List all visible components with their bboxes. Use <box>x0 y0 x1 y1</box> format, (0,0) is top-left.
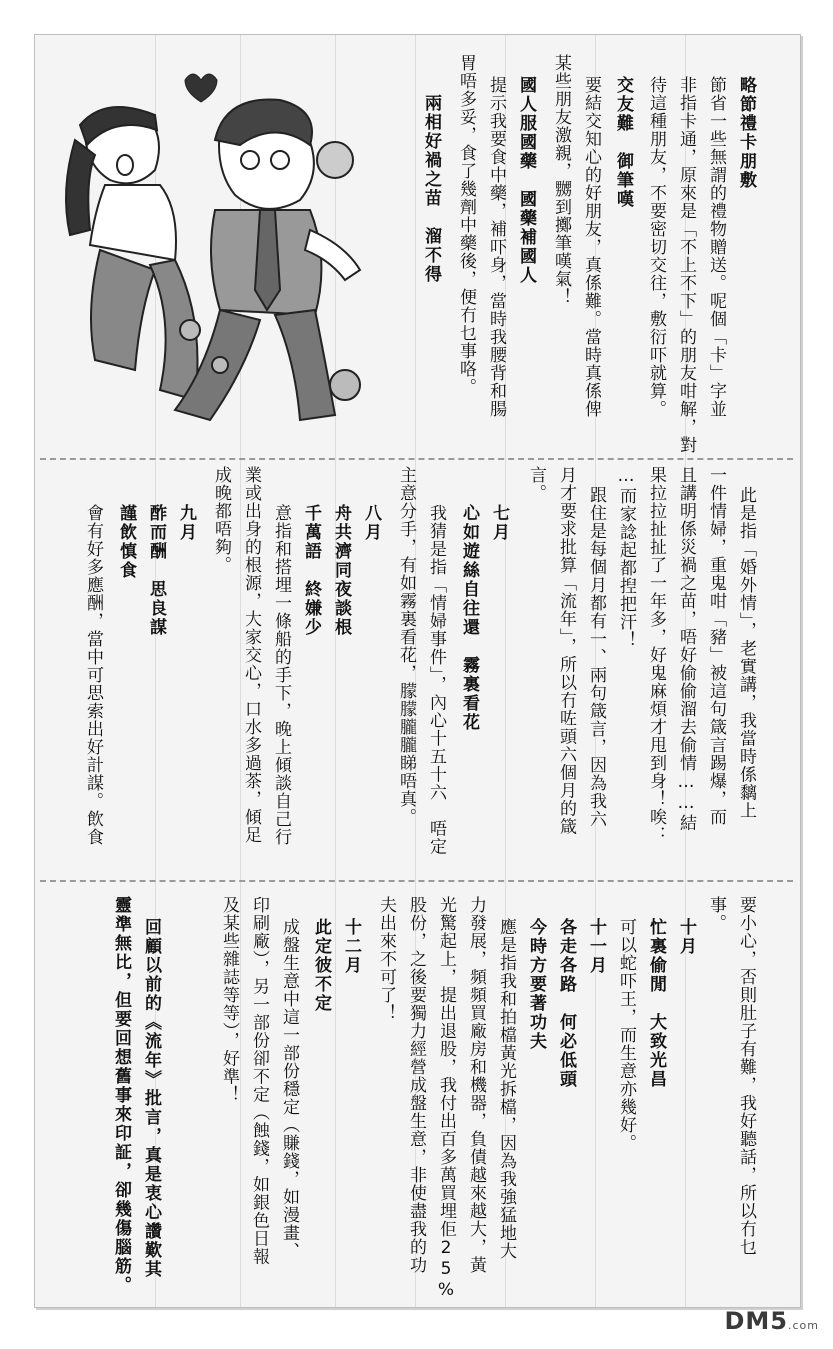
text-column: 一件情婦，重鬼咁「豬」被這句箴言踢爆，而 <box>706 466 726 826</box>
text-column: 提示我要食中藥，補吓身，當時我腰背和腸 <box>486 76 506 418</box>
text-column: 節省一些無謂的禮物贈送。呢個「卡」字並 <box>706 76 726 418</box>
text-column: 成晚都唔夠。 <box>211 466 231 574</box>
text-column: 果拉拉扯扯了一年多，好鬼麻煩才甩到身！唉： <box>646 466 666 844</box>
text-column: 光驚起上，提出退股，我付出百多萬買埋佢25% <box>436 896 456 1301</box>
text-column: 心如遊絲自往還 霧裏看花 <box>459 504 479 732</box>
text-column: 我猜是指「情婦事件」，內心十五十六 唔定 <box>426 504 446 856</box>
text-column: 可以蛇吓王，而生意亦幾好。 <box>616 918 636 1152</box>
text-column: 及某些雜誌等等），好準！ <box>219 896 239 1104</box>
text-column: 十二月 <box>341 918 361 975</box>
text-column: 某些朋友激親，嬲到擲筆嘆氣！ <box>551 54 571 306</box>
text-column: 十月 <box>676 918 696 956</box>
text-column: 非指卡通，原來是「不上不下」的朋友咁解，對 <box>676 76 696 454</box>
text-column: 力發展，頻頻買廠房和機器，負債越來越大，黃 <box>466 896 486 1274</box>
text-column: 此是指「婚外情」，老實講，我當時係黐上 <box>736 486 756 820</box>
text-column: 會有好多應酬，當中可思索出好計謀。飲食 <box>83 504 103 846</box>
text-column: 且講明係災禍之苗，唔好偷偷溜去偷情……結 <box>676 466 696 832</box>
text-column: 忙裏偷閒 大致光昌 <box>646 918 666 1089</box>
text-column: 月才要求批算「流年」，所以冇咗頭六個月的箴 <box>556 466 576 836</box>
text-column: 酢而酬 思良謀 <box>146 504 166 637</box>
text-column: 十一月 <box>586 918 606 975</box>
text-column: 事。 <box>706 896 726 932</box>
text-column: 股份，之後要獨力經營成盤生意，非使盡我的功 <box>406 896 426 1274</box>
text-column: 謹飲慎食 <box>116 504 136 580</box>
text-column: 國人服國藥 國藥補國人 <box>516 76 536 285</box>
text-column: 待這種朋友，不要密切交往，敷衍吓就算。 <box>646 76 666 418</box>
text-column: 跟住是每個月都有一、兩句箴言，因為我六 <box>586 486 606 828</box>
text-column: 業或出身的根源，大家交心，口水多過茶，傾足 <box>241 466 261 844</box>
text-column: 此定彼不定 <box>311 918 331 1013</box>
text-column: 各走各路 何必低頭 <box>556 918 576 1089</box>
text-column: …而家諗起都揑把汗！ <box>616 466 636 649</box>
text-column: 交友難 御筆嘆 <box>613 76 633 209</box>
site-watermark-logo: DM5.com <box>724 1307 819 1335</box>
text-column: 胃唔多妥，食了幾劑中藥後，便冇乜事咯。 <box>456 54 476 396</box>
text-column: 七月 <box>489 504 509 542</box>
section-divider <box>40 880 793 882</box>
text-column: 要小心，否則肚子有難，我好聽話，所以冇乜 <box>736 896 756 1256</box>
text-column: 八月 <box>361 504 381 542</box>
text-column: 靈準無比，但要回想舊事來印証，卻幾傷腦筋。 <box>111 896 131 1295</box>
text-column: 回顧以前的《流年》批言，真是衷心讚歎其 <box>141 918 161 1279</box>
text-column: 成盤生意中這一部份穩定（賺錢，如漫畫、 <box>279 918 299 1260</box>
cartoon-couple-illustration <box>45 60 385 450</box>
text-column: 夫出來不可了！ <box>376 896 396 1022</box>
text-column: 千萬語 終嫌少 <box>301 504 321 637</box>
text-column: 應是指我和拍檔黃光拆檔，因為我強猛地大 <box>496 918 516 1260</box>
text-column: 略節禮卡朋敷 <box>736 76 756 190</box>
text-column: 言。 <box>526 466 546 502</box>
text-column: 舟共濟同夜談根 <box>331 504 351 637</box>
text-column: 意指和搭埋一條船的手下，晚上傾談自己行 <box>271 504 291 846</box>
text-column: 兩相好禍之苗 溜不得 <box>421 94 441 284</box>
text-column: 今時方要著功夫 <box>526 918 546 1051</box>
section-divider <box>40 458 793 460</box>
text-column: 主意分手，有如霧裏看花，朦朦朧朧睇唔真。 <box>396 466 416 826</box>
text-column: 九月 <box>176 504 196 542</box>
text-column: 要結交知心的好朋友，真係難。當時真係俾 <box>581 76 601 418</box>
text-column: 印刷廠），另一部份卻不定（蝕錢，如銀色日報 <box>249 896 269 1266</box>
